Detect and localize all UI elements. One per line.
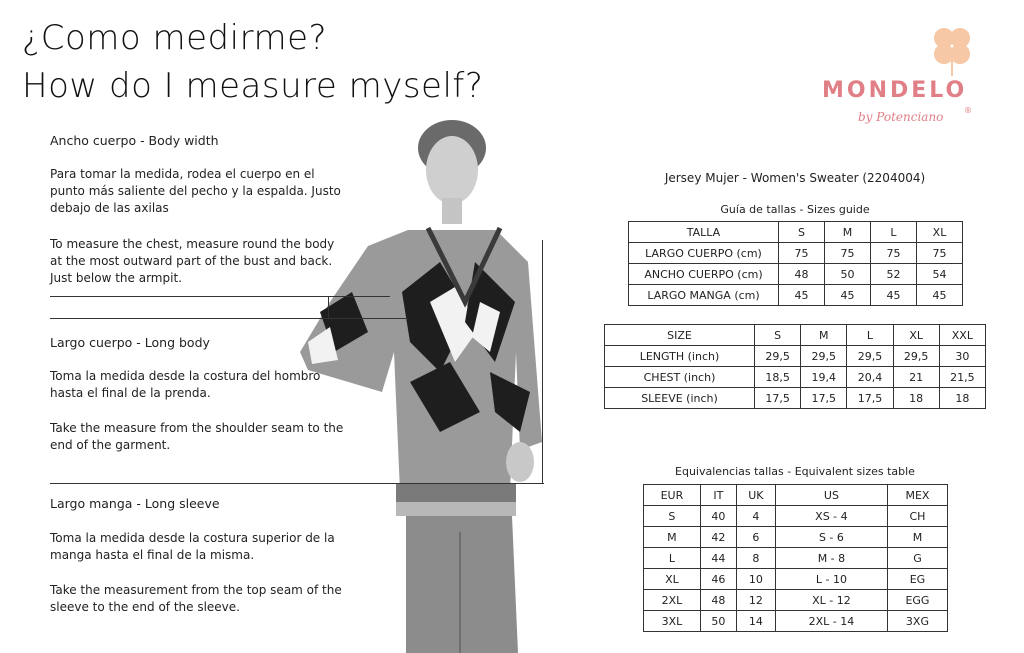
header-cell: US xyxy=(775,485,887,506)
sizes-guide-caption: Guía de tallas - Sizes guide xyxy=(720,203,870,216)
table-cell: 46 xyxy=(700,569,736,590)
row-label: CHEST (inch) xyxy=(605,367,755,388)
table-header-row xyxy=(644,485,948,506)
table-cell: 45 xyxy=(779,285,825,306)
table-cell: 48 xyxy=(700,590,736,611)
header-cell: XL xyxy=(917,222,963,243)
section-title-body-width: Ancho cuerpo - Body width xyxy=(50,133,219,148)
title-english: How do I measure myself? xyxy=(22,66,484,106)
section-title-long-body: Largo cuerpo - Long body xyxy=(50,335,210,350)
table-cell: EGG xyxy=(887,590,947,611)
table-cell: 75 xyxy=(871,243,917,264)
table-cell: 29,5 xyxy=(847,346,893,367)
table-cell: EG xyxy=(887,569,947,590)
table-cell: 17,5 xyxy=(847,388,893,409)
table-cell: 14 xyxy=(736,611,775,632)
table-cell: 12 xyxy=(736,590,775,611)
table-cell: 10 xyxy=(736,569,775,590)
header-cell: IT xyxy=(700,485,736,506)
table-cell: 42 xyxy=(700,527,736,548)
table-header-row xyxy=(629,222,963,243)
section-long-body-es: Toma la medida desde la costura del hombro hasta el final de la prenda. xyxy=(50,369,321,400)
table-cell: 18 xyxy=(893,388,939,409)
table-cell: CH xyxy=(887,506,947,527)
table-cell: 21 xyxy=(893,367,939,388)
table-row xyxy=(644,548,948,569)
table-cell: G xyxy=(887,548,947,569)
size-table-inch xyxy=(604,324,986,409)
row-label: LENGTH (inch) xyxy=(605,346,755,367)
table-cell: 2XL - 14 xyxy=(775,611,887,632)
header-cell: S xyxy=(755,325,801,346)
header-cell: TALLA xyxy=(629,222,779,243)
table-row xyxy=(644,611,948,632)
section-body-width-es: Para tomar la medida, rodea el cuerpo en el punto más saliente del pecho y la espalda. Justo debajo de las axilas xyxy=(50,167,341,215)
table-cell: 50 xyxy=(825,264,871,285)
table-cell: 18 xyxy=(939,388,985,409)
clover-icon xyxy=(930,26,974,78)
table-cell: L xyxy=(644,548,701,569)
section-title-long-sleeve: Largo manga - Long sleeve xyxy=(50,496,220,511)
header-cell: XL xyxy=(893,325,939,346)
table-cell: 18,5 xyxy=(755,367,801,388)
table-row xyxy=(644,569,948,590)
table-cell: 19,4 xyxy=(801,367,847,388)
table-row xyxy=(605,367,986,388)
table-cell: S xyxy=(644,506,701,527)
table-row xyxy=(629,285,963,306)
table-cell: 17,5 xyxy=(801,388,847,409)
table-cell: 2XL xyxy=(644,590,701,611)
table-header-row xyxy=(605,325,986,346)
table-cell: XL - 12 xyxy=(775,590,887,611)
product-name: Jersey Mujer - Women's Sweater (2204004) xyxy=(664,171,926,185)
header-cell: S xyxy=(779,222,825,243)
table-cell: 50 xyxy=(700,611,736,632)
table-cell: 3XL xyxy=(644,611,701,632)
row-label: SLEEVE (inch) xyxy=(605,388,755,409)
table-cell: 3XG xyxy=(887,611,947,632)
registered-mark: ® xyxy=(964,106,972,115)
header-cell: UK xyxy=(736,485,775,506)
table-cell: 45 xyxy=(871,285,917,306)
table-cell: 17,5 xyxy=(755,388,801,409)
header-cell: L xyxy=(847,325,893,346)
table-row xyxy=(605,346,986,367)
row-label: ANCHO CUERPO (cm) xyxy=(629,264,779,285)
divider-long-sleeve xyxy=(50,483,544,484)
measure-line-width xyxy=(328,296,329,318)
divider-body-width xyxy=(50,296,390,297)
table-cell: 21,5 xyxy=(939,367,985,388)
header-cell: MEX xyxy=(887,485,947,506)
table-row xyxy=(605,388,986,409)
table-row xyxy=(629,243,963,264)
table-row xyxy=(644,527,948,548)
table-cell: M - 8 xyxy=(775,548,887,569)
table-cell: 45 xyxy=(825,285,871,306)
equivalent-sizes-table xyxy=(643,484,948,632)
row-label: LARGO MANGA (cm) xyxy=(629,285,779,306)
title-spanish: ¿Como medirme? xyxy=(22,18,328,58)
table-cell: 20,4 xyxy=(847,367,893,388)
size-table-cm xyxy=(628,221,963,306)
table-cell: 75 xyxy=(779,243,825,264)
table-cell: XS - 4 xyxy=(775,506,887,527)
table-cell: 4 xyxy=(736,506,775,527)
table-row xyxy=(644,506,948,527)
table-row xyxy=(644,590,948,611)
header-cell: M xyxy=(801,325,847,346)
table-cell: 75 xyxy=(917,243,963,264)
table-row xyxy=(629,264,963,285)
brand-logo xyxy=(822,26,992,136)
section-long-body-en: Take the measure from the shoulder seam to the end of the garment. xyxy=(50,421,344,452)
section-body-width-en: To measure the chest, measure round the body at the most outward part of the bust and back. Just below the armpit. xyxy=(50,237,335,285)
header-cell: XXL xyxy=(939,325,985,346)
header-cell: L xyxy=(871,222,917,243)
table-cell: 30 xyxy=(939,346,985,367)
table-cell: 45 xyxy=(917,285,963,306)
divider-long-body xyxy=(50,318,408,319)
table-cell: M xyxy=(887,527,947,548)
header-cell: SIZE xyxy=(605,325,755,346)
table-cell: 40 xyxy=(700,506,736,527)
table-cell: 52 xyxy=(871,264,917,285)
measure-line-length xyxy=(542,240,543,484)
section-long-sleeve-es: Toma la medida desde la costura superior de la manga hasta el final de la misma. xyxy=(50,531,335,562)
table-cell: M xyxy=(644,527,701,548)
header-cell: EUR xyxy=(644,485,701,506)
section-long-sleeve-en: Take the measurement from the top seam of the sleeve to the end of the sleeve. xyxy=(50,583,342,614)
table-cell: S - 6 xyxy=(775,527,887,548)
brand-name: MONDELO xyxy=(822,78,968,103)
table-cell: 29,5 xyxy=(893,346,939,367)
table-cell: 54 xyxy=(917,264,963,285)
table-cell: XL xyxy=(644,569,701,590)
header-cell: M xyxy=(825,222,871,243)
table-cell: 44 xyxy=(700,548,736,569)
table-cell: 8 xyxy=(736,548,775,569)
table-cell: 29,5 xyxy=(755,346,801,367)
row-label: LARGO CUERPO (cm) xyxy=(629,243,779,264)
table-cell: 75 xyxy=(825,243,871,264)
table-cell: 6 xyxy=(736,527,775,548)
brand-sub: by Potenciano xyxy=(858,110,944,124)
equivalent-sizes-caption: Equivalencias tallas - Equivalent sizes table xyxy=(675,465,915,478)
table-cell: 29,5 xyxy=(801,346,847,367)
table-cell: L - 10 xyxy=(775,569,887,590)
table-cell: 48 xyxy=(779,264,825,285)
